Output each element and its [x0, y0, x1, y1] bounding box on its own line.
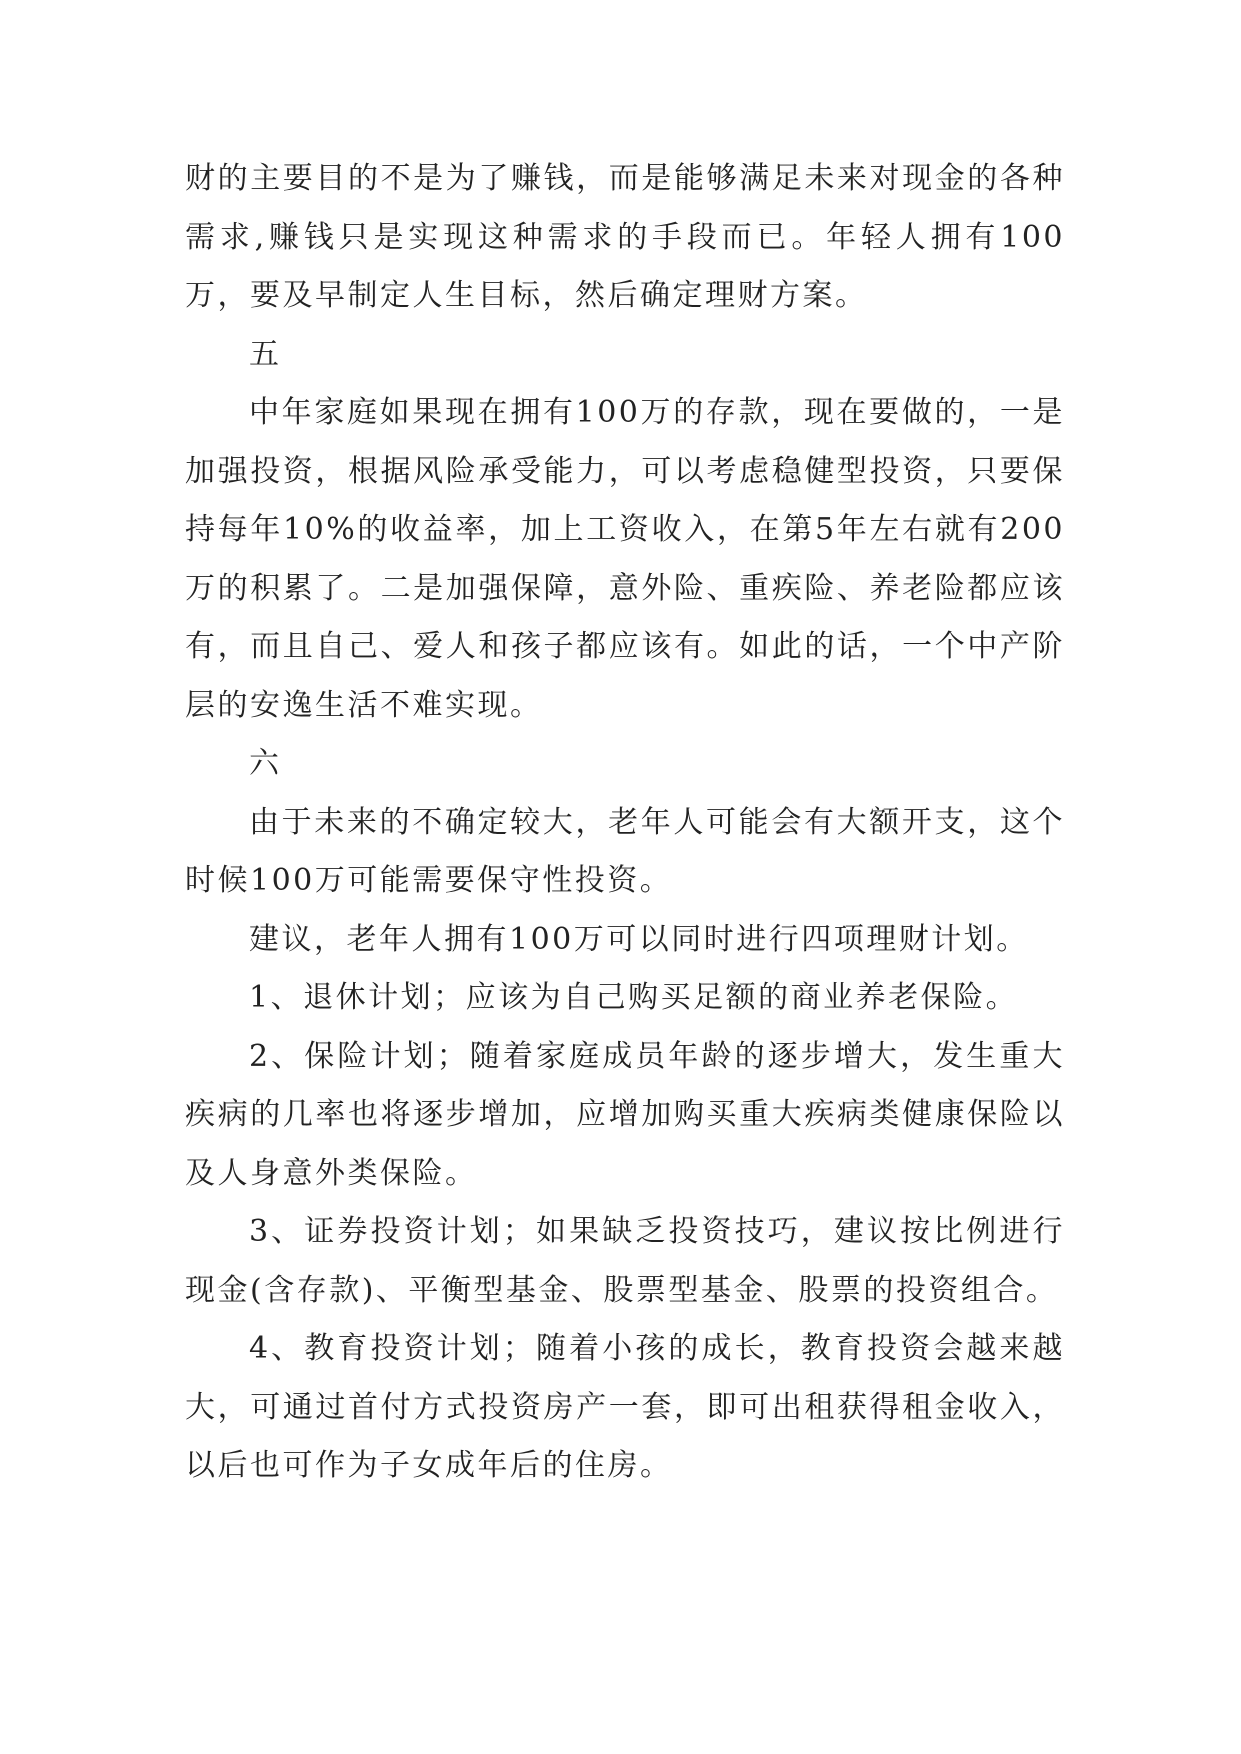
paragraph-continuation: 财的主要目的不是为了赚钱，而是能够满足未来对现金的各种需求,赚钱只是实现这种需求的手段而已。年轻人拥有100万，要及早制定人生目标，然后确定理财方案。 — [185, 161, 1065, 313]
document-body — [185, 150, 1065, 1496]
plan-item-education: 4、教育投资计划；随着小孩的成长，教育投资会越来越大，可通过首付方式投资房产一套，即可出租获得租金收入，以后也可作为子女成年后的住房。 — [185, 1331, 1065, 1483]
section-heading-5: 五 — [249, 336, 282, 372]
paragraph-suggestion: 建议，老年人拥有100万可以同时进行四项理财计划。 — [249, 921, 1029, 957]
paragraph-middle-aged: 中年家庭如果现在拥有100万的存款，现在要做的，一是加强投资，根据风险承受能力，可以考虑稳健型投资，只要保持每年10%的收益率，加上工资收入，在第5年左右就有200万的积累了。二是加强保障，意外险、重疾险、养老险都应该有，而且自己、爱人和孩子都应该有。如此的话，一个中产阶层的安逸生活不难实现。 — [185, 395, 1065, 723]
plan-item-retirement: 1、退休计划；应该为自己购买足额的商业养老保险。 — [249, 980, 1019, 1015]
plan-item-securities: 3、证券投资计划；如果缺乏投资技巧，建议按比例进行现金(含存款)、平衡型基金、股票型基金、股票的投资组合。 — [185, 1214, 1065, 1308]
paragraph-elderly: 由于未来的不确定较大，老年人可能会有大额开支，这个时候100万可能需要保守性投资。 — [185, 804, 1065, 898]
section-heading-6: 六 — [249, 746, 282, 781]
plan-item-insurance: 2、保险计划；随着家庭成员年龄的逐步增大，发生重大疾病的几率也将逐步增加，应增加购买重大疾病类健康保险以及人身意外类保险。 — [185, 1038, 1065, 1191]
